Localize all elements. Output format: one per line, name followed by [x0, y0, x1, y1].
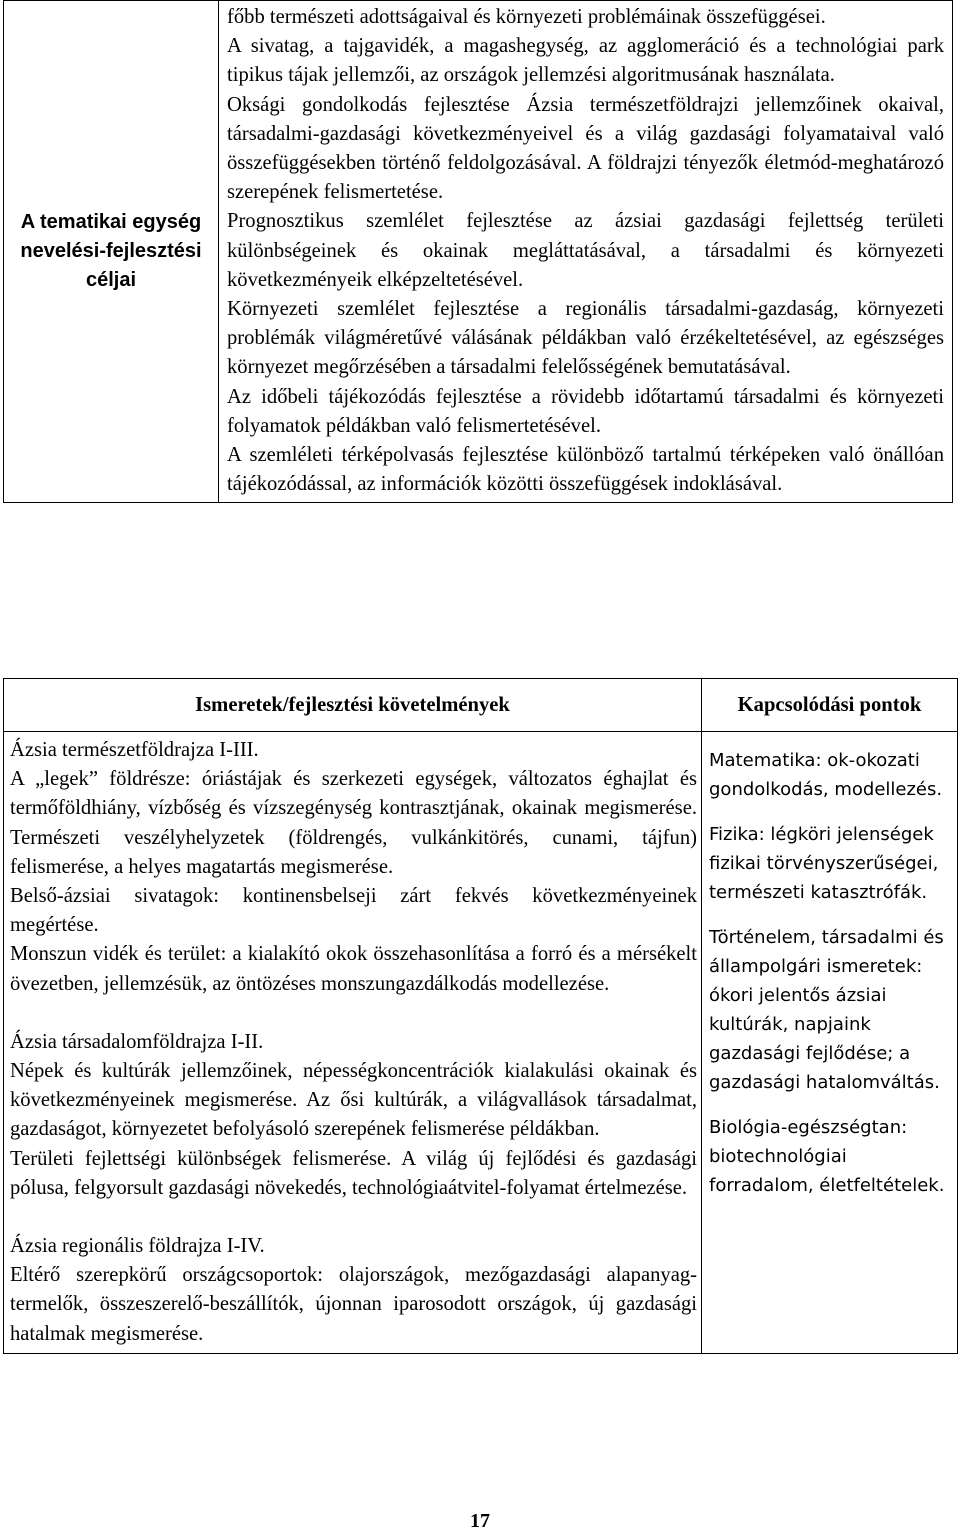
connections-header: Kapcsolódási pontok — [702, 679, 958, 732]
spacer — [10, 1203, 697, 1232]
requirements-section-title: Ázsia társadalomföldrajza I-II. — [10, 1030, 264, 1053]
goals-content — [219, 1, 953, 503]
goals-paragraph: Prognosztikus szemlélet fejlesztése az ázsiai gazdasági fejlettség területi különbségeinek és okainak megláttatásával, a társadalmi és környezeti következményeik elképzeltetésével. — [227, 210, 944, 291]
connection-item: Fizika: légköri jelenségek fizikai törvényszerűségei, természeti katasztrófák. — [709, 824, 939, 903]
connection-item: Biológia-egészségtan: biotechnológiai forradalom, életfeltételek. — [709, 1117, 945, 1196]
goals-paragraph: A szemléleti térképolvasás fejlesztése különböző tartalmú térképeken való önállóan tájékozódással, az információk közötti összefüggések indoklásával. — [227, 444, 944, 496]
requirements-header: Ismeretek/fejlesztési követelmények — [4, 679, 702, 732]
spacer — [10, 999, 697, 1028]
goals-paragraph: Az időbeli tájékozódás fejlesztése a rövidebb időtartamú társadalmi és környezeti folyamatok példákban való felismertetésével. — [227, 385, 944, 437]
requirements-paragraph: Népek és kultúrák jellemzőinek, népességkoncentrációk kialakulási okainak és következményeinek megismerése. Az ősi kultúrák, a világvallások társadalmat, gazdaságot, környezetet befolyásoló szerepének felismerése példákban. — [10, 1060, 697, 1141]
goals-label: A tematikai egység nevelési-fejlesztési céljai — [4, 1, 219, 503]
requirements-paragraph: Monszun vidék és terület: a kialakító okok összehasonlítása a forró és a mérsékelt övezetben, jellemzésük, az öntözéses monszungazdálkodás modellezése. — [10, 943, 697, 995]
requirements-paragraph: Eltérő szerepkörű országcsoportok: olajországok, mezőgazdasági alapanyag-termelők, összeszerelő-beszállítók, újonnan iparosodott országok, új gazdasági hatalmak megismerése. — [10, 1264, 697, 1345]
goals-paragraph: A sivatag, a tajgavidék, a magashegység, az agglomeráció és a technológiai park tipikus tájak jellemzői, az országok jellemzési algoritmusának használata. — [227, 35, 944, 87]
goals-paragraph: Környezeti szemlélet fejlesztése a regionális társadalmi-gazdaság, környezeti problémák világméretűvé válásának példákban való érzékeltetésével, az egészséges környezet megőrzésében a társadalmi felelősségének bemutatásával. — [227, 298, 944, 379]
requirements-paragraph: A „legek” földrésze: óriástájak és szerkezeti egységek, változatos éghajlat és termőföldhiány, vízbőség és vízszegénység kontrasztjának, okainak megismerése. Természeti veszélyhelyzetek (földrengés, vulkánkitörés, cunami, tájfun) felismerése, a helyes magatartás megismerése. — [10, 768, 697, 878]
requirements-paragraph: Területi fejlettségi különbségek felismerése. A világ új fejlődési és gazdasági pólusa, felgyorsult gazdasági növekedés, technológiaátvitel-folyamat értelmezése. — [10, 1147, 697, 1199]
requirements-table — [3, 678, 958, 1354]
connection-item: Történelem, társadalmi és állampolgári ismeretek: ókori jelentős ázsiai kultúrák, napjaink gazdasági fejlődése; a gazdasági hatalomváltás. — [709, 927, 944, 1093]
goals-paragraph: Oksági gondolkodás fejlesztése Ázsia természetföldrajzi jellemzőinek okaival, társadalmi-gazdasági következményeivel és a világ gazdasági folyamataival való összefüggésekben történő feldolgozásával. A földrajzi tényezők életmód-meghatározó szerepének felismertetése. — [227, 93, 944, 204]
requirements-content — [4, 732, 702, 1354]
goals-table — [3, 0, 953, 503]
connections-content — [702, 732, 958, 1354]
requirements-section-title: Ázsia természetföldrajza I-III. — [10, 739, 259, 761]
requirements-section-title: Ázsia regionális földrajza I-IV. — [10, 1235, 265, 1258]
goals-paragraph: főbb természeti adottságaival és környezeti problémáinak összefüggései. — [227, 6, 826, 28]
requirements-paragraph: Belső-ázsiai sivatagok: kontinensbelseji zárt fekvés következményeinek megértése. — [10, 885, 697, 937]
connection-item: Matematika: ok-okozati gondolkodás, modellezés. — [709, 750, 943, 800]
page-number: 17 — [470, 1510, 490, 1532]
